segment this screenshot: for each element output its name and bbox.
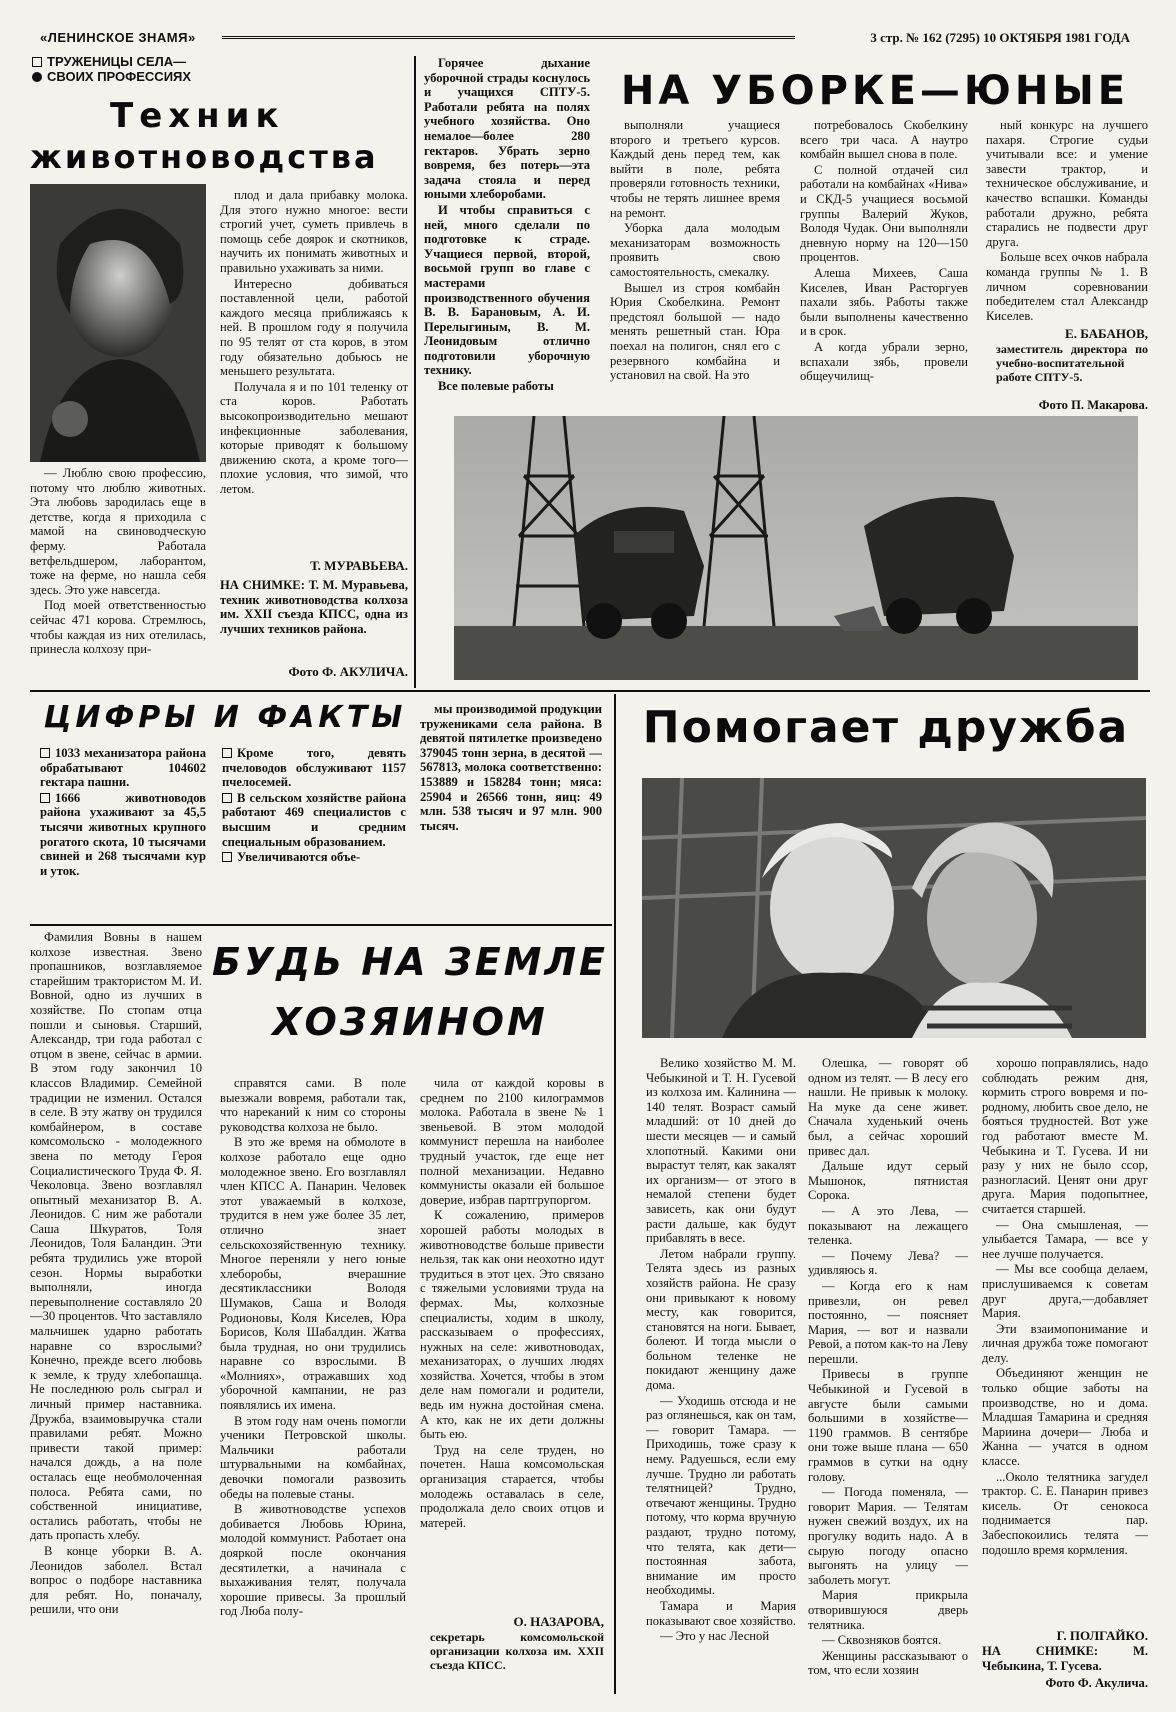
issue-info: 3 стр. № 162 (7295) 10 ОКТЯБРЯ 1981 ГОДА <box>870 30 1130 45</box>
rubric <box>32 54 232 84</box>
druzhba-col-2 <box>808 1056 968 1690</box>
druzhba-caption: НА СНИМКЕ: М. Чебыкина, Т. Гусева. <box>982 1644 1148 1673</box>
paragraph: Летом набрали группу. Телята здесь из разных хозяйств района. Не сразу они привыкают к новому месту, как говорится, становятся на ноги. Бывает, болеют. И тогда мысли о больном теленке не покидают женщину даже дома. <box>646 1246 796 1393</box>
women-photo <box>642 778 1146 1038</box>
budh-title-2: ХОЗЯИНОМ <box>272 1000 548 1044</box>
technik-col-2 <box>220 188 408 558</box>
paragraph: Горячее дыхание уборочной страды коснулось и учащихся СПТУ-5. Работали ребята на полях учебного хозяйства. Оно немалое—более 280 гектаров. Убрать зерно вовремя, без потерь—эта задача стояла и перед юными хлеборобами. <box>424 56 590 202</box>
rubric-line1: ТРУЖЕНИЦЫ СЕЛА— <box>47 54 187 69</box>
paragraph: Получала я и по 101 теленку от ста коров. Работать высокопроизводительно мешают инфекционные заболевания, которые приводят к большому движению скота, а кроме того—плохие условия, что зимой, что летом. <box>220 379 408 496</box>
uborka-col-2 <box>610 118 780 412</box>
column-rule <box>614 694 616 1694</box>
paragraph: В конце уборки В. А. Леонидов заболел. Встал вопрос о подборе наставника для ребят. Но, поначалу, решили, что они <box>30 1543 202 1617</box>
facts-col-1 <box>40 746 206 916</box>
paragraph: — Почему Лева? — удивляюсь я. <box>808 1248 968 1278</box>
uborka-title: НА УБОРКЕ—ЮНЫЕ <box>620 68 1130 114</box>
fact-item: 1666 животноводов района ухаживают за 45,5 тысячи животных крупного рогатого скота, 10 тысячами свиней и 268 тысячами кур и уток. <box>40 790 206 878</box>
fact-item: В сельском хозяйстве района работают 469 специалистов с высшим и средним специальным образованием. <box>222 790 406 849</box>
druzhba-title: Помогает дружба <box>642 702 1130 753</box>
paragraph: Больше всех очков набрала команда группы № 1. В личном соревновании победителем стал Александр Киселев. <box>986 250 1148 323</box>
paragraph: Тамара и Мария показывают свое хозяйство. <box>646 1598 796 1628</box>
facts-title: ЦИФРЫ И ФАКТЫ <box>43 700 407 735</box>
paragraph: — Когда его к нам привезли, он ревел постоянно, — поясняет Мария, — вот и назвали Ревой, а потом как-то на Леву перешли. <box>808 1278 968 1366</box>
paragraph: — Люблю свою профессию, потому что люблю животных. Эта любовь зародилась еще в детстве, когда я приходила с мамой на свиноводческую ферму. Работала ветфельдшером, лаборантом, тоже на ферме, но нашла себя здесь. Это уже навсегда. <box>30 466 206 597</box>
druzhba-col-3 <box>982 1056 1148 1626</box>
dot-bullet-icon <box>32 72 42 82</box>
paragraph: — А это Лева, —показывают на лежащего теленка. <box>808 1203 968 1248</box>
paragraph: Мария прикрыла отворившуюся дверь телятника. <box>808 1588 968 1632</box>
harvest-photo <box>454 416 1138 680</box>
technik-title-2: животноводства <box>30 138 379 176</box>
paragraph: Все полевые работы <box>438 379 554 394</box>
paragraph: ...Около телятника загудел трактор. С. Е. Панарин привез кисель. От сенокоса поднимается пар. Забеспокоились телята — подошло время кормления. <box>982 1469 1148 1557</box>
budh-title-1: БУДЬ НА ЗЕМЛЕ <box>211 940 609 984</box>
paragraph: ный конкурс на лучшего пахаря. Строгие судьи учитывали все: и умение завести трактор, и техническое обслуживание, и качество вспашки. Команды работали дружно, ребята старались не подвести друг друга. <box>986 118 1148 249</box>
budh-signature: О. НАЗАРОВА, <box>513 1614 604 1629</box>
portrait-photo <box>30 184 206 462</box>
technik-photo-credit: Фото Ф. АКУЛИЧА. <box>288 664 408 679</box>
paragraph: хорошо поправлялись, надо соблюдать режим дня, кормить строго вовремя и по-родному, любить свое дело, не бояться трудностей. Вот уже год работают вместе М. Чебыкина и Т. Гусева. И ни разу у них не было ссор, разногласий. Ценят они друг друга. Мария подопытнее, считается старшей. <box>982 1056 1148 1216</box>
column-rule <box>414 56 416 688</box>
paragraph: — Она смышленая, — улыбается Тамара, — все у нее лучше получается. <box>982 1217 1148 1261</box>
paragraph: — Сквозняков боятся. <box>822 1633 942 1648</box>
facts-col-2 <box>222 746 406 916</box>
masthead <box>40 30 1130 46</box>
paragraph: Олешка, — говорят об одном из телят. — В лесу его нашли. Не привык к молоку. На муке да сене живет. Сначала худенький очень был, а сейчас хороший привес дал. <box>808 1056 968 1158</box>
paragraph: В животноводстве успехов добивается Любовь Юрина, молодой коммунист. Работает она дояркой после окончания десятилетки, а начинала с выхаживания телят, получала хорошие привесы. За прошлый год Люба полу- <box>220 1502 406 1619</box>
paragraph: Алеша Михеев, Саша Киселев, Иван Расторгуев пахали зябь. Работы также были выполнены качественно и в срок. <box>800 265 968 339</box>
paragraph: Велико хозяйство М. М. Чебыкиной и Т. Н. Гусевой из колхоза им. Калинина — 140 телят. Возраст самый младший: от 10 дней до шести месяцев — и самый хлопотный. Какими они вырастут телят, как закалят их организм— от этого в немалой степени будет зависеть, как они будут расти дальше, как будут прибавлять в весе. <box>646 1056 796 1246</box>
uborka-col-3 <box>800 118 968 412</box>
paragraph: Вышел из строя комбайн Юрия Скобелкина. Ремонт предстоял большой — надо менять решетный стан. Юра поехал на полигон, снял его с резервного комбайна и установил на свой. На это <box>610 280 780 383</box>
paragraph: А когда убрали зерно, вспахали зябь, провели общеучилищ- <box>800 339 968 384</box>
paragraph: Дальше идут серый Мышонок, пятнистая Сорока. <box>808 1159 968 1203</box>
budh-col-1 <box>30 930 202 1690</box>
checkbox-bullet-icon <box>40 748 50 758</box>
fact-item: Увеличиваются объе- <box>237 850 361 865</box>
paragraph: — Погода поменяла, — говорит Мария. — Телятам нужен свежий воздух, их на прогулку водить надо. А в сырую погоду опасно выгонять на улицу — заболеть могут. <box>808 1485 968 1587</box>
rubric-line2: СВОИХ ПРОФЕССИЯХ <box>47 69 192 84</box>
fact-item: 1033 механизатора района обрабатывают 104602 гектара пашни. <box>40 746 206 790</box>
section-rule <box>30 924 612 926</box>
checkbox-bullet-icon <box>222 793 232 803</box>
square-bullet-icon <box>32 57 42 67</box>
uborka-photo-credit: Фото П. Макарова. <box>1038 398 1148 412</box>
paragraph: Фамилия Вовны в нашем колхозе известная. Звено пропашников, возглавляемое старейшим трактористом М. И. Вовной, одно из лучших в хозяйстве. По стопам отца пошли и сыновья. Старший, Александр, три года работал с отцом в звене, сейчас в армии. В этом году закончил 10 классов Владимир. Семейной традиции не изменил. Остался в селе. В эту жатву он трудился комбайнером, в составе комсомольско - молодежного звена по методу Героя Социалистического Труда Ф. Я. Чеколовца. Звено возглавлял опытный механизатор В. А. Леонидов. С ним же работали Саша Шкуратов, Толя Леонидов, Толя Баландин. Эти ребята трудились уже второй сезон. Нормы выработки выполняли, иногда перевыполнение составляло 20—30 процентов. Что заставляло мальчишек ударно работать наравне со взрослыми? Конечно, прежде всего любовь к земле, к труду хлебопашца. Не последнюю роль сыграл и личный пример наставника. Дружба, взаимовыручка стали правилами ребят. Можно привести такой пример: начался дождь, а на поле осталась еще необмолоченная полоса. Ребята сами, по собственной инициативе, остались работать, чтобы не дать пропасть хлебу. <box>30 930 202 1543</box>
paragraph: В это же время на обмолоте в колхозе работало еще одно молодежное звено. Его возглавлял член КПСС А. Панарин. Человек этот уважаемый в колхозе, трудится в нем уже более 35 лет, отлично знает сельскохозяйственную технику. Многое переняли у него юные хлеборобы, вчерашние десятиклассники Володя Шумаков, Саша и Володя Родионовы, Коля Киселев, Юра Борисов, Коля Шабалдин. Жатва была трудная, но они трудились наравне со взрослыми. В «Молниях», отражавших ход уборочной кампании, не раз появлялись их имена. <box>220 1135 406 1413</box>
paragraph: Эти взаимопонимание и личная дружба тоже помогают делу. <box>982 1321 1148 1365</box>
paragraph: Уборка дала молодым механизаторам возможность проявить свою самостоятельность, смекалку. <box>610 221 780 279</box>
paragraph: справятся сами. В поле выезжали вовремя, работали так, что нареканий к ним со стороны руководства колхоза не было. <box>220 1076 406 1134</box>
druzhba-col-1 <box>646 1056 796 1690</box>
women-photo-image <box>642 778 1146 1038</box>
technik-caption: НА СНИМКЕ: Т. М. Муравьева, техник животноводства колхоза им. XXII съезда КПСС, одна из лучших техников района. <box>220 578 408 636</box>
facts-col-3 <box>420 702 602 916</box>
paragraph: К сожалению, примеров хорошей работы молодых в животноводстве больше привести нельзя, так как они неохотно идут трудиться в этот цех. Это связано с тяжелыми условиями труда на фермах. Мы, колхозные специалисты, ходим в школу, рассказываем о профессиях, нужных на селе: животноводах, механизаторах, о лучших людях хозяйства. Хочется, чтобы в этом деле нам помогали и родители, ведь им нужна достойная смена. А кто, как не их дети должны быть ею. <box>420 1208 604 1442</box>
druzhba-signature: Г. ПОЛГАЙКО. <box>1056 1628 1148 1643</box>
paragraph: Под моей ответственностью сейчас 471 корова. Стремлюсь, чтобы каждая из них отелилась, принесла колхозу при- <box>30 598 206 657</box>
section-rule <box>30 690 1150 692</box>
fact-item: Кроме того, девять пчеловодов обслуживают 1157 пчелосемей. <box>222 746 406 790</box>
druzhba-photo-credit: Фото Ф. Акулича. <box>1045 1676 1148 1690</box>
paragraph: чила от каждой коровы в среднем по 2100 килограммов молока. Работала в звене № 1 звеньевой. В этом молодой коммунист перешла на наиболее трудный участок, где еще нет полной механизации. Недавно коммунисты оказали ей большое доверие, избрав партгрупоргом. <box>420 1076 604 1207</box>
uborka-signature-title: заместитель директора по учебно-воспитательной работе СПТУ-5. <box>996 342 1148 384</box>
paragraph: С полной отдачей сил работали на комбайнах «Нива» и СКД-5 учащиеся восьмой группы Валерий Жуков, Володя Чудак. Они выполняли дневную норму на 120—150 процентов. <box>800 162 968 265</box>
checkbox-bullet-icon <box>222 852 232 862</box>
uborka-signature: Е. БАБАНОВ, <box>1065 326 1148 341</box>
uborka-col-1 <box>424 56 590 412</box>
paragraph: Женщины рассказывают о том, что если хозяин <box>808 1648 968 1678</box>
portrait-photo-image <box>30 184 206 462</box>
paragraph: Труд на селе труден, но почетен. Наша комсомольская организация старается, чтобы молодежь оставалась в селе, продолжала дело своих отцов и матерей. <box>420 1442 604 1530</box>
paragraph: Объединяют женщин не только общие заботы на производстве, но и дома. Младшая Тамарина и средняя Мариина дочери— Люба и Жанна — учатся в одном классе. <box>982 1366 1148 1469</box>
paragraph: плод и дала прибавку молока. Для этого нужно многое: вести строгий учет, суметь привлечь в помощь себе доярок и скотников, научить их понимать животных и правильно ухаживать за ними. <box>220 188 408 275</box>
technik-col-1 <box>30 466 206 686</box>
uborka-col-4 <box>986 118 1148 324</box>
paragraph: Привесы в группе Чебыкиной и Гусевой в августе были самыми большими в хозяйстве— 1190 граммов. В сентябре они тоже выше плана — 650 граммов в сутки на одну голову. <box>808 1367 968 1484</box>
technik-signature: Т. МУРАВЬЕВА. <box>310 558 408 573</box>
budh-col-3 <box>420 1076 604 1612</box>
paragraph: мы производимой продукции тружениками села района. В девятой пятилетке произведено 379045 тонн зерна, в десятой —567813, молока соответственно: 153889 и 158284 тонн; мяса: 25904 и 26566 тонн, яиц: 49 млн. 538 тысяч и 97 млн. 900 тысяч. <box>420 702 602 833</box>
paragraph: потребовалось Скобелкину всего три часа. А наутро комбайн вышел снова в поле. <box>800 118 968 162</box>
budh-col-2 <box>220 1076 406 1690</box>
paragraph: Интересно добиваться поставленной цели, работой каждого месяца приближаясь к ней. В прошлом году я получила по 95 телят от ста коров, в этом году обязательно добьюсь не меньшего результата. <box>220 276 408 379</box>
paper-name: «ЛЕНИНСКОЕ ЗНАМЯ» <box>40 30 196 45</box>
harvest-photo-image <box>454 416 1138 680</box>
paragraph: — Уходишь отсюда и не раз оглянешься, как он там, — говорит Тамара. — Приходишь, тоже сразу к нему. Радуешься, если ему лучше. Трудно ли работать телятницей? Трудно, отвечают женщины. Трудно потому, что корма вручную раздают, трудно потому, что телята, как дети— постоянная забота, внимание им просто необходимы. <box>646 1393 796 1598</box>
checkbox-bullet-icon <box>40 793 50 803</box>
checkbox-bullet-icon <box>222 748 232 758</box>
paragraph: — Это у нас Лесной <box>660 1629 770 1644</box>
masthead-rule <box>222 36 795 39</box>
paragraph: выполняли учащиеся второго и третьего курсов. Каждый день перед тем, как выйти в поле, ребята проверяли готовность техники, чтобы не терять лишнее время на ремонт. <box>610 118 780 220</box>
paragraph: — Мы все сообща делаем, прислушиваемся к советам друг друга,—добавляет Мария. <box>982 1262 1148 1321</box>
technik-title-1: Техник <box>110 96 285 136</box>
budh-signature-title: секретарь комсомольской организации колхоза им. XXII съезда КПСС. <box>430 1630 604 1672</box>
paragraph: И чтобы справиться с ней, много сделали по подготовке к страде. Учащиеся первой, второй, восьмой групп во главе с мастерами производственного обучения В. В. Барановым, А. И. Перелыгиным, В. М. Леонидовым отлично подготовили уборочную технику. <box>424 202 590 378</box>
paragraph: В этом году нам очень помогли ученики Петровской школы. Мальчики работали штурвальными на комбайнах, девочки помогали развозить обеды на полевые станы. <box>220 1413 406 1501</box>
